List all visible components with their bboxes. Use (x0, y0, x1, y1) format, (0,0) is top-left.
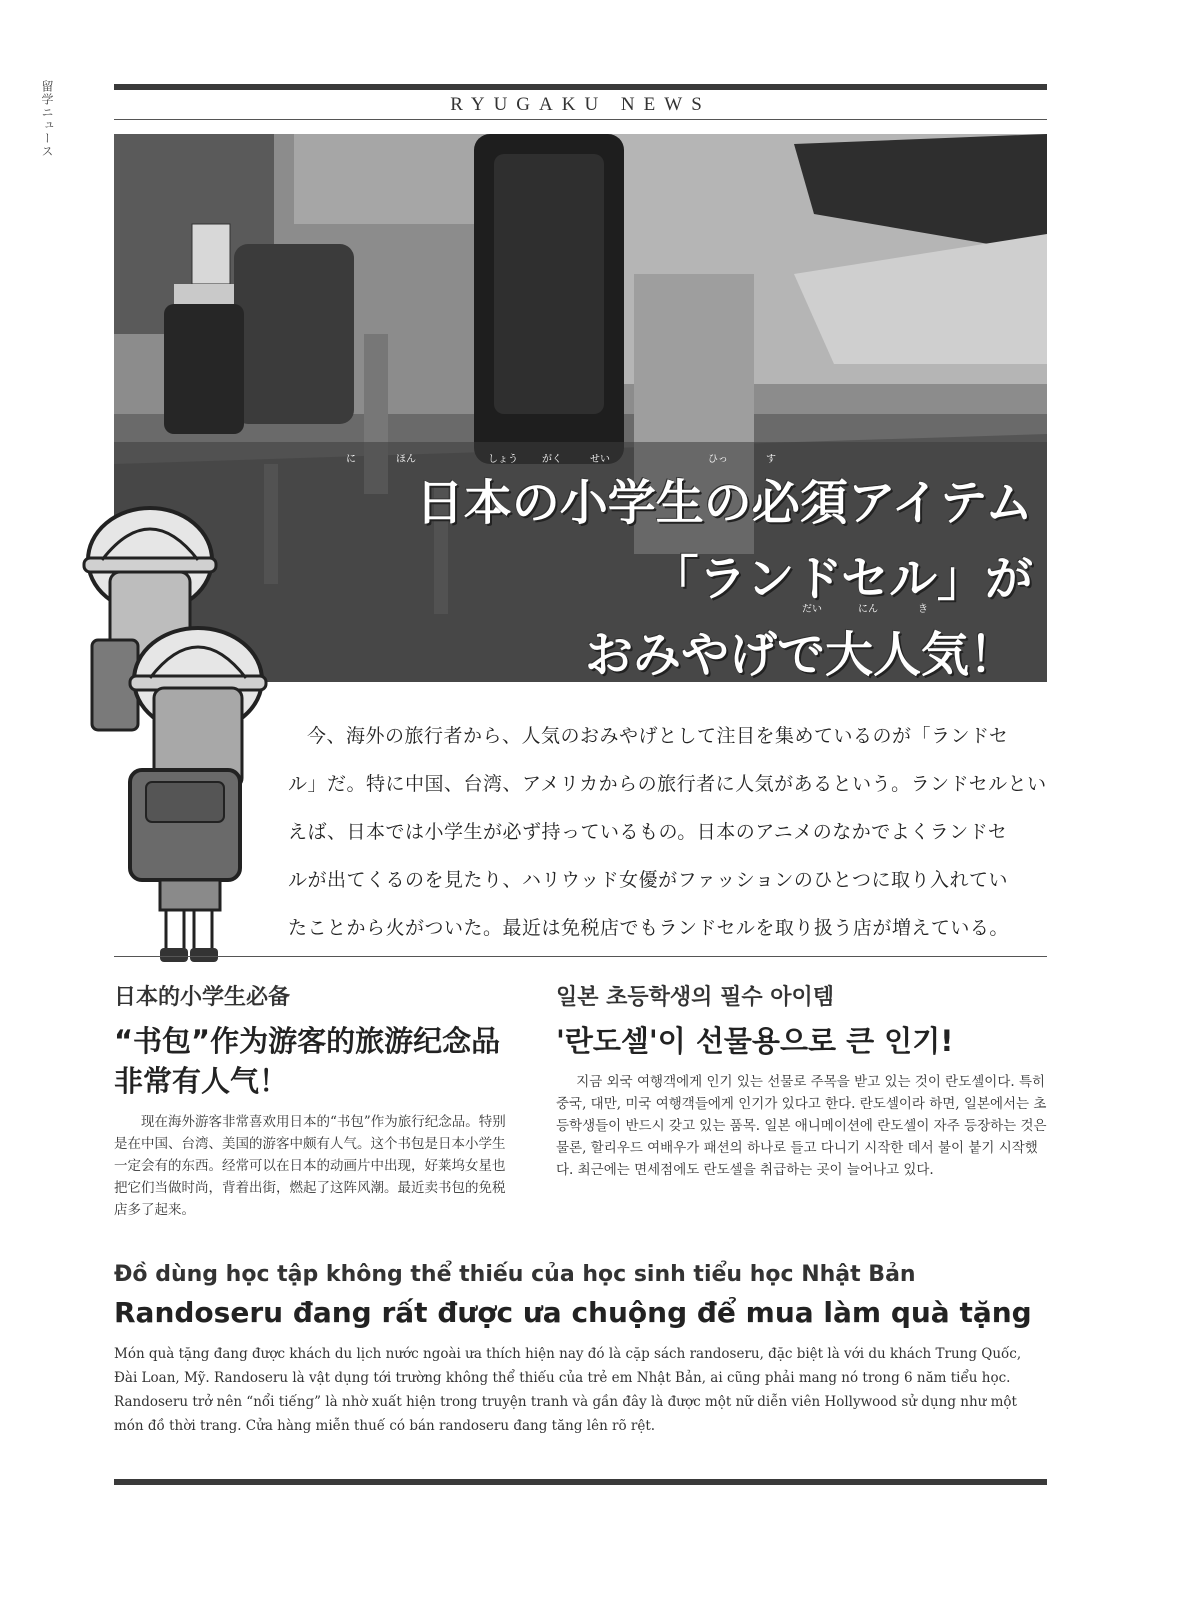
japanese-line: ル」だ。特に中国、台湾、アメリカからの旅行者に人気があるという。ランドセルとい (288, 773, 1047, 795)
ruby-nin: にん (858, 604, 878, 615)
masthead: RYUGAKU NEWS (450, 94, 711, 115)
ruby-hon: ほん (396, 454, 416, 465)
ruby-ki: き (918, 604, 928, 615)
japanese-line: えば、日本では小学生が必ず持っているもの。日本のアニメのなかでよくランドセ (288, 821, 1008, 843)
headline-line-3: おみやげで大人気！ (584, 627, 1017, 682)
chinese-article (114, 980, 514, 1221)
ruby-dai: だい (802, 604, 822, 615)
bottom-rule (114, 1479, 1047, 1485)
chinese-title-line-2: 非常有人气！ (114, 1064, 289, 1098)
japanese-line: 今、海外の旅行者から、人気のおみやげとして注目を集めているのが「ランドセ (307, 725, 1009, 747)
korean-title: '란도셀'이 선물용으로 큰 인기! (556, 1024, 954, 1058)
japanese-line: たことから火がついた。最近は免税店でもランドセルを取り扱う店が増えている。 (288, 917, 1009, 939)
section-divider (114, 956, 1047, 957)
vietnamese-body: Món quà tặng đang được khách du lịch nước ngoài ưa thích hiện nay đó là cặp sách randoseru, đặc biệt là với du khách Trung Quốc, Đài Loan, Mỹ. Randoseru là vật dụng tới trường không thể thiếu của trẻ em Nhật Bản, ai cũng phải mang nó trong 6 năm tiểu học. Randoseru trở nên “nổi tiếng” là nhờ xuất hiện trong truyện tranh và gần đây là được một nữ diễn viên Hollywood sử dụng như một món đồ thời trang. Cửa hàng miễn thuế có bán randoseru đang tăng lên rõ rệt. (114, 1346, 1022, 1434)
ruby-hi: ひっ (708, 454, 728, 465)
korean-subtitle: 일본 초등학생의 필수 아이템 (556, 985, 835, 1010)
vietnamese-title: Randoseru đang rất được ưa chuộng để mua làm quà tặng (114, 1296, 1032, 1329)
headline-line-1: 日本の小学生の必須アイテム (415, 475, 1033, 531)
top-rule (114, 84, 1047, 90)
chinese-subtitle: 日本的小学生必备 (114, 985, 291, 1010)
masthead-rule (114, 119, 1047, 120)
headline-line-2: 「ランドセル」が (650, 551, 1033, 607)
korean-body: 지금 외국 여행객에게 인기 있는 선물로 주목을 받고 있는 것이 란도셀이다. 특히 중국, 대만, 미국 여행객들에게 인기가 있다고 한다. 란도셀이라 하면, 일본에서는 초등학생들이 반드시 갖고 있는 품목. 일본 애니메이션에 란도셀이 자주 등장하는 것은 물론, 할리우드 여배우가 패션의 하나로 들고 다니기 시작한 데서 불이 붙기 시작했다. 최근에는 면세점에도 란도셀을 취급하는 곳이 늘어나고 있다. (556, 1074, 1047, 1178)
japanese-line: ルが出てくるのを見たり、ハリウッド女優がファッションのひとつに取り入れてい (288, 869, 1008, 891)
ruby-su: す (766, 454, 776, 465)
section-label: 留学ニュース (40, 80, 54, 158)
chinese-title-line-1: “书包”作为游客的旅游纪念品 (114, 1024, 501, 1058)
japanese-article (288, 712, 1048, 952)
ruby-ni: に (346, 454, 356, 465)
ruby-shou: しょう (488, 454, 518, 465)
vietnamese-subtitle: Đồ dùng học tập không thể thiếu của học sinh tiểu học Nhật Bản (114, 1262, 916, 1287)
ruby-sei: せい (590, 454, 610, 465)
chinese-title (114, 1021, 514, 1101)
schoolchildren-illustration (70, 500, 280, 970)
korean-article (556, 980, 1047, 1181)
chinese-body: 现在海外游客非常喜欢用日本的“书包”作为旅行纪念品。特别是在中国、台湾、美国的游客中颇有人气。这个书包是日本小学生一定会有的东西。经常可以在日本的动画片中出现，好莱坞女星也把它们当做时尚，背着出街，燃起了这阵风潮。最近卖书包的免税店多了起来。 (114, 1114, 506, 1218)
ruby-gaku: がく (542, 454, 562, 465)
